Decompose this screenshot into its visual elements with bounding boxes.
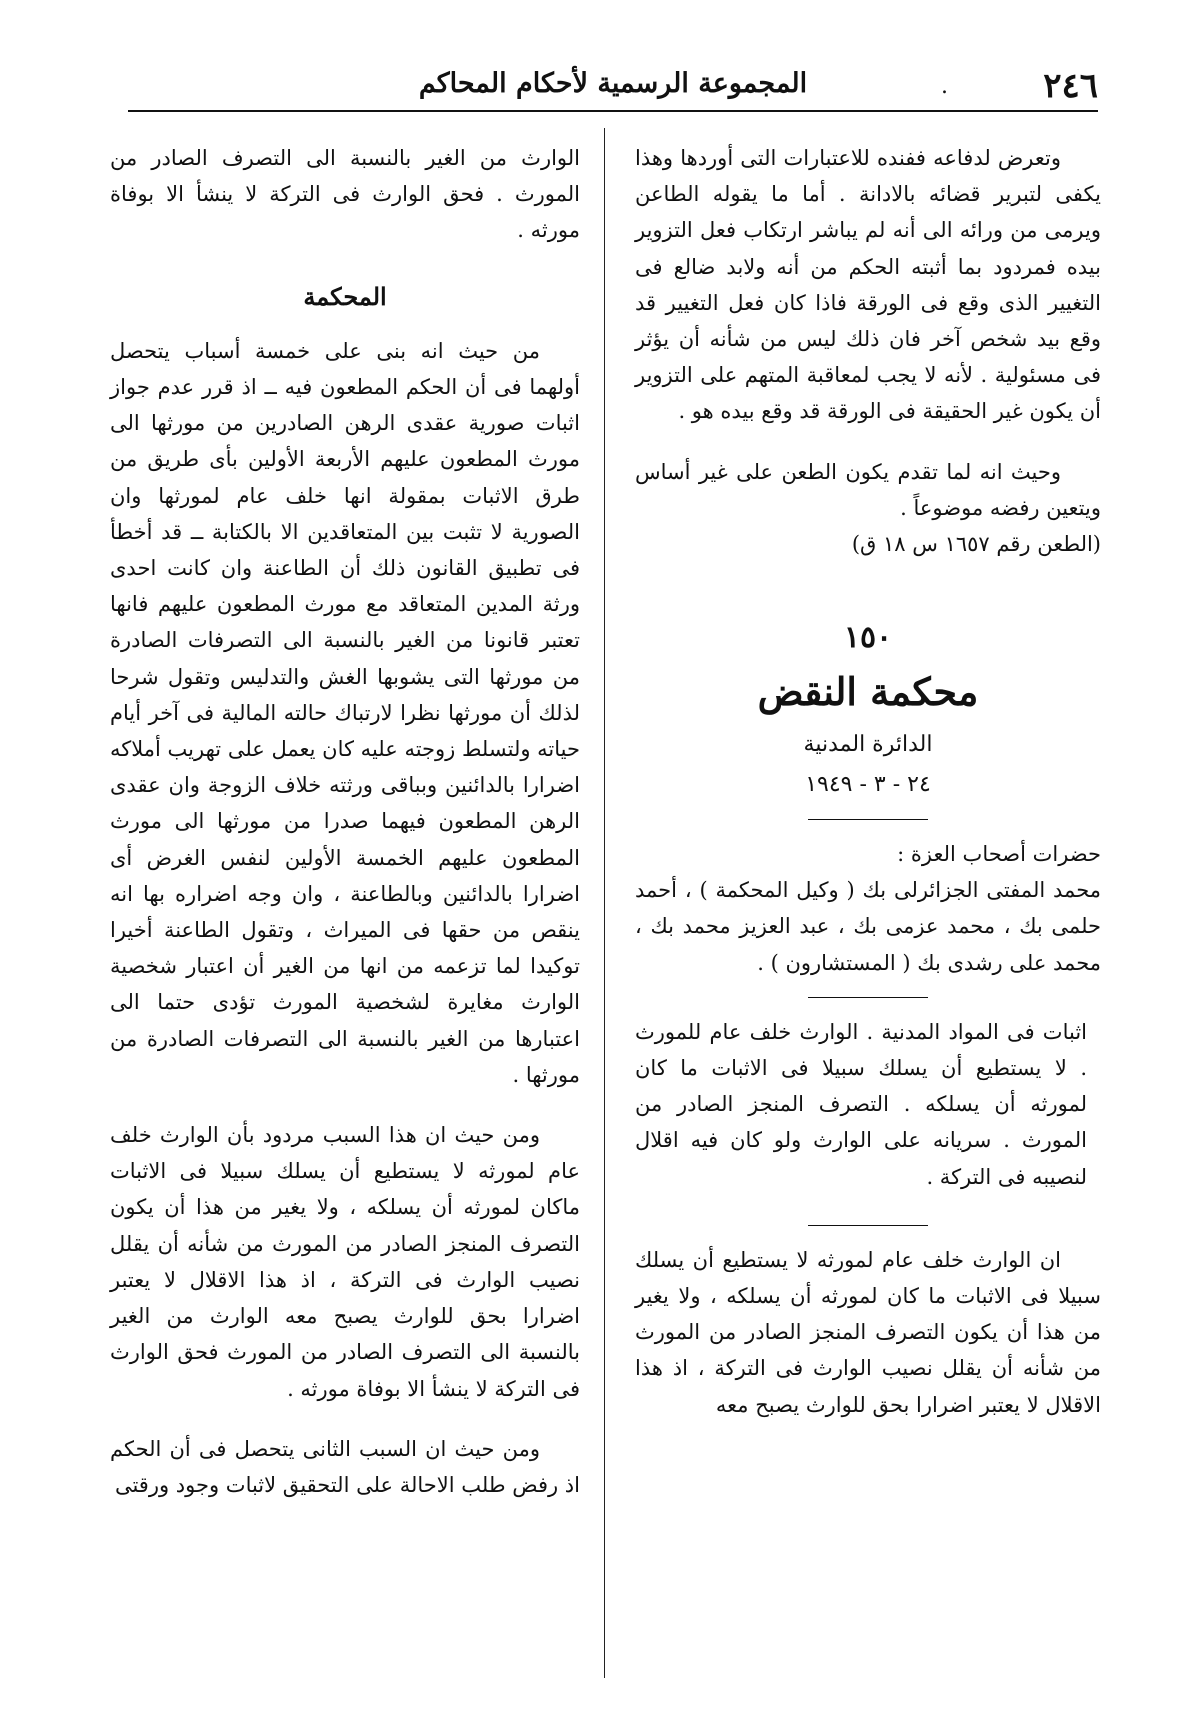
left-paragraph-2: ومن حيث ان هذا السبب مردود بأن الوارث خلف عام لمورثه لا يستطيع أن يسلك سبيلا فى الاثبات ماكان لمورثه أن يسلكه ، ولا يغير من هذا أن يكون التصرف المنجز الصادر من المورث من شأنه أن يقلل نصيب الوارث فى التركة ، اذ هذا الاقلال لا يعتبر اضرارا بحق للوارث يصبح معه الوارث من الغير بالنسبة الى التصرف الصادر من المورث فحق الوارث فى التركة لا ينشأ الا بوفاة مورثه . xyxy=(110,1123,580,1401)
right-column xyxy=(635,140,1101,1423)
separator-rule xyxy=(808,997,928,998)
judges-names: محمد المفتى الجزائرلى بك ( وكيل المحكمة ) ، أحمد حلمى بك ، محمد عزمى بك ، عبد العزيز محمد بك ، محمد على رشدى بك ( المستشارون ) . xyxy=(635,878,1101,975)
headnote: اثبات فى المواد المدنية . الوارث خلف عام للمورث . لا يستطيع أن يسلك سبيلا فى الاثبات ما كان لمورثه أن يسلكه . التصرف المنجز الصادر من المورث . سريانه على الوارث ولو كان فيه اقلال لنصيبه فى التركة . xyxy=(635,1019,1087,1189)
left-column xyxy=(110,140,580,1503)
right-paragraph-1: وتعرض لدفاعه ففنده للاعتبارات التى أوردها وهذا يكفى لتبرير قضائه بالادانة . أما ما يقوله الطاعن ويرمى من ورائه الى أنه لم يباشر ارتكاب فعل التزوير بيده فمردود بما أثبته الحكم من أنه ولابد ضالع فى التغيير الذى وقع فى الورقة فاذا كان فعل التغيير قد وقع بيد شخص آخر فان ذلك ليس من شأنه أن يؤثر فى مسئولية . لأنه لا يجب لمعاقبة المتهم على التزوير أن يكون غير الحقيقة فى الورقة قد وقع بيده هو . xyxy=(635,146,1101,424)
page-number: ٢٤٦ xyxy=(1043,66,1098,106)
ruling-text: ان الوارث خلف عام لمورثه لا يستطيع أن يسلك سبيلا فى الاثبات ما كان لمورثه أن يسلكه ، ولا يغير من هذا أن يكون التصرف المنجز الصادر من المورث من شأنه أن يقلل نصيب الوارث فى التركة ، اذ هذا الاقلال لا يعتبر اضرارا بحق للوارث يصبح معه xyxy=(635,1247,1101,1417)
header-rule xyxy=(128,110,1098,112)
case-reference: (الطعن رقم ١٦٥٧ س ١٨ ق) xyxy=(851,532,1101,557)
judges-label: حضرات أصحاب العزة : xyxy=(897,842,1101,867)
separator-rule xyxy=(808,819,928,820)
left-paragraph-1: من حيث انه بنى على خمسة أسباب يتحصل أولهما فى أن الحكم المطعون فيه ــ اذ قرر عدم جواز اثبات صورية عقدى الرهن الصادرين من مورثها الى مورث المطعون عليهم الأربعة الأولين بأى طريق من طرق الاثبات بمقولة انها خلف عام لمورثها وان الصورية لا تثبت بين المتعاقدين الا بالكتابة ــ قد أخطأ فى تطبيق القانون ذلك أن الطاعنة وان كانت احدى ورثة المدين المتعاقد مع مورث المطعون عليهم فانها تعتبر قانونا من الغير بالنسبة الى التصرفات الصادرة من مورثها التى يشوبها الغش والتدليس وتقول شرحا لذلك أن مورثها نظرا لارتباك حالته المالية فى آخر أيام حياته ولتسلط زوجته عليه كان يعمل على تهريب أملاكه اضرارا بالدائنين وبباقى ورثته خلاف الزوجة وان عقدى الرهن المطعون فيهما صدرا من مورثها الى مورث المطعون عليهم الخمسة الأولين لنفس الغرض أى اضرارا بالدائنين وبالطاعنة ، وان وجه اضراره بها انه ينقص من حقها فى الميراث ، وتقول الطاعنة أخيرا توكيدا لما تزعمه من انها من الغير أن اعتبار شخصية الوارث مغايرة لشخصية المورث تؤدى حتما الى اعتبارها من الغير بالنسبة الى التصرفات الصادرة من مورثها . xyxy=(110,338,580,1087)
separator-rule xyxy=(808,1225,928,1226)
court-name: محكمة النقض xyxy=(757,669,979,715)
right-paragraph-2: وحيث انه لما تقدم يكون الطعن على غير أساس ويتعين رفضه موضوعاً . xyxy=(635,459,1101,520)
case-number: ١٥٠ xyxy=(843,620,893,656)
left-paragraph-3: ومن حيث ان السبب الثانى يتحصل فى أن الحكم اذ رفض طلب الاحالة على التحقيق لاثبات وجود ورقتى xyxy=(110,1436,580,1497)
circuit-name: الدائرة المدنية xyxy=(803,731,933,757)
header-dot: . xyxy=(941,74,948,99)
session-date: ٢٤ - ٣ - ١٩٤٩ xyxy=(805,771,931,797)
page-header xyxy=(128,60,1098,120)
running-title: المجموعة الرسمية لأحكام المحاكم xyxy=(418,68,808,99)
left-paragraph-0: الوارث من الغير بالنسبة الى التصرف الصادر من المورث . فحق الوارث فى التركة لا ينشأ الا بوفاة مورثه . xyxy=(110,146,580,243)
column-divider xyxy=(604,128,605,1678)
section-heading: المحكمة xyxy=(303,281,387,311)
